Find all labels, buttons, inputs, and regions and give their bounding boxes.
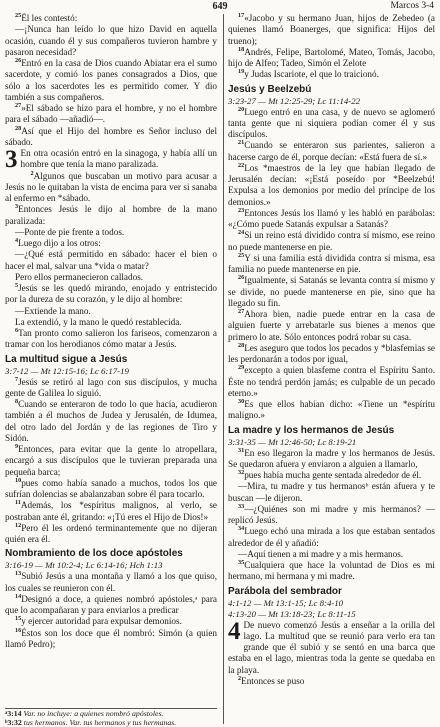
verse-text: Entonces Jesús le dijo al hombre de la mano paralizada:: [5, 204, 217, 226]
verse-text: Subió Jesús a una montaña y llamó a los que quiso, los cuales se reunieron con él.: [5, 571, 217, 593]
verse-number: 17: [238, 13, 245, 19]
verse-number: 32: [238, 468, 245, 476]
verse-number: 9: [15, 442, 19, 450]
verse-number: 31: [238, 446, 245, 454]
verse-number: 2: [30, 169, 34, 177]
verse-paragraph: [228, 399, 435, 422]
chapter-paragraph: [5, 148, 217, 171]
verse-text: Jesús se les quedó mirando, enojado y entristecido por la dureza de su corazón, y le dijo al hombre:: [5, 283, 217, 305]
verse-text: Entró en la casa de Dios cuando Abiatar era el sumo sacerdote, y comió los panes consagrados a Dios, que sólo a los sacerdotes les es permitido comer. Y dio también a sus compañeros.: [5, 58, 217, 102]
verse-number: 11: [15, 499, 21, 507]
verse-paragraph: [5, 500, 217, 523]
verse-paragraph: [228, 470, 435, 481]
verse-paragraph: [5, 377, 217, 400]
verse-paragraph: [228, 230, 435, 253]
verse-number: 18: [238, 45, 245, 53]
verse-text: —¡Nunca han leído lo que hizo David en aquella ocasión, cuando él y sus compañeros tuvieron hambre y pasaron necesidad?: [5, 24, 217, 57]
verse-text: Luego entró en una casa, y de nuevo se aglomeró tanta gente que ni siquiera podían comer él y sus discípulos.: [228, 106, 435, 139]
verse-number: 34: [238, 525, 245, 533]
left-column: [5, 13, 217, 709]
verse-text: Ahora bien, nadie puede entrar en la casa de alguien fuerte y arrebatarle sus bienes a menos que primero lo ate. Sólo entonces podrá robar su casa.: [228, 309, 435, 342]
cross-reference: 3:23-27 — Mt 12:25-29; Lc 11:14-22: [228, 95, 361, 106]
verse-paragraph: [5, 58, 217, 103]
verse-text: excepto a quien blasfeme contra el Espíritu Santo. Éste no tendrá perdón jamás; es culpable de un pecado eterno.»: [228, 365, 435, 398]
chapter-number: 3: [5, 146, 18, 173]
verse-text: Andrés, Felipe, Bartolomé, Mateo, Tomás, Jacobo, hijo de Alfeo; Tadeo, Simón el Zelote: [228, 46, 435, 68]
verse-text: En otra ocasión entró en la sinagoga, y había allí un hombre que tenía la mano paralizada.: [20, 148, 217, 170]
verse-number: 27: [238, 307, 245, 315]
section-heading: Nombramiento de los doce apóstoles: [5, 548, 183, 560]
footnote-text: Var. no incluye: a quienes nombró apóstoles.: [23, 709, 164, 718]
verse-paragraph: [5, 126, 217, 149]
verse-text: Así que el Hijo del hombre es Señor incluso del sábado.: [5, 125, 217, 147]
verse-text: Pero ellos permanecieron callados.: [15, 271, 144, 282]
verse-number: 13: [15, 570, 22, 578]
verse-text: Entonces se puso: [241, 675, 305, 686]
verse-paragraph: [228, 107, 435, 141]
verse-number: 22: [238, 161, 245, 169]
verse-paragraph: [5, 628, 217, 651]
verse-number: 4: [15, 236, 19, 244]
verse-text: Jesús se retiró al lago con sus discípulos, y mucha gente de Galilea lo siguió.: [5, 376, 217, 398]
verse-text: De nuevo comenzó Jesús a enseñar a la orilla del lago. La multitud que se reunió para verlo era tan grande que él subió y se sentó en una barca que estaba en el lago, mientras toda la gente se quedaba en la playa.: [228, 619, 435, 675]
verse-number: 20: [238, 105, 245, 113]
verse-paragraph: [5, 272, 217, 283]
verse-number: 29: [238, 364, 245, 372]
section-heading: Jesús y Beelzebú: [228, 83, 312, 95]
verse-text: Pero él les ordenó terminantemente que no dijeran quién era él.: [5, 522, 217, 544]
footnotes: [5, 708, 217, 727]
right-column: [228, 13, 435, 725]
verse-number: 6: [15, 326, 19, 334]
verse-paragraph: [228, 560, 435, 583]
verse-number: 26: [15, 56, 22, 64]
chapter-number: 4: [228, 617, 241, 645]
verse-number: 28: [238, 341, 245, 349]
verse-text: Es que ellos habían dicho: «Tiene un *espíritu maligno.»: [228, 399, 435, 421]
verse-paragraph: [5, 238, 217, 249]
verse-paragraph: [5, 571, 217, 594]
verse-paragraph: [228, 676, 435, 687]
verse-paragraph: [228, 343, 435, 366]
verse-number: 8: [15, 397, 19, 405]
verse-text: Además, los *espíritus malignos, al verlo, se postraban ante él, gritando: «¡Tú eres el Hijo de Dios!»: [5, 500, 217, 522]
verse-number: 33: [238, 502, 245, 510]
verse-text: En eso llegaron la madre y los hermanos de Jesús. Se quedaron afuera y enviaron a alguien a llamarlo,: [228, 447, 435, 469]
verse-text: Cualquiera que hace la voluntad de Dios es mi hermano, mi hermana y mi madre.: [228, 560, 435, 582]
footnote-text: tus hermanos. Var. tus hermanos y tus hermanas.: [23, 717, 177, 727]
verse-number: 25: [238, 251, 245, 259]
verse-paragraph: [5, 478, 217, 501]
cross-reference: 3:7-12 — Mt 12:15-16; Lc 6:17-19: [5, 365, 129, 376]
verse-text: Él les contestó:: [21, 13, 78, 23]
verse-number: 19: [238, 68, 245, 76]
verse-number: 3: [15, 203, 19, 211]
verse-number: 21: [238, 139, 245, 147]
verse-text: —Mira, tu madre y tus hermanosᵇ están afuera y te buscan —le dijeron.: [228, 481, 435, 503]
verse-paragraph: [228, 13, 435, 47]
verse-paragraph: [5, 283, 217, 306]
cross-reference: 4:1-12 — Mt 13:1-15; Lc 8:4-10: [228, 597, 344, 608]
verse-text: —¿Qué está permitido en sábado: hacer el bien o hacer el mal, salvar una *vida o matar?: [5, 249, 217, 271]
cross-reference: 3:16-19 — Mt 10:2-4; Lc 6:14-16; Hch 1:13: [5, 560, 163, 571]
verse-text: Cuando se enteraron sus parientes, salieron a hacerse cargo de él, porque decían: «Está fuera de sí.»: [228, 140, 435, 162]
verse-paragraph: [5, 523, 217, 546]
verse-paragraph: [228, 526, 435, 549]
verse-paragraph: [5, 24, 217, 58]
verse-paragraph: [5, 616, 217, 627]
verse-number: 35: [238, 558, 245, 566]
verse-paragraph: [5, 594, 217, 617]
cross-reference: 4:13-20 — Mt 13:18-23; Lc 8:11-15: [228, 608, 356, 619]
verse-text: —Ponte de pie frente a todos.: [15, 226, 125, 237]
verse-paragraph: [228, 69, 435, 80]
verse-paragraph: [5, 204, 217, 227]
verse-number: 15: [15, 615, 22, 623]
verse-text: Si un reino está dividido contra sí mismo, ese reino no puede mantenerse en pie.: [228, 230, 435, 252]
verse-number: 27: [15, 101, 22, 109]
verse-text: Designó a doce, a quienes nombró apóstoles,ᵃ para que lo acompañaran y para enviarlos a predicar: [5, 593, 217, 615]
verse-paragraph: [5, 227, 217, 238]
verse-number: 7: [15, 375, 19, 383]
verse-text: Los *maestros de la ley que habían llegado de Jerusalén decían: «¡Está poseído por *Beelzebú! Expulsa a los demonios por medio del príncipe de los demonios.»: [228, 162, 435, 207]
verse-text: y Judas Iscariote, el que lo traicionó.: [244, 69, 379, 80]
verse-paragraph: [5, 317, 217, 328]
verse-paragraph: [5, 444, 217, 478]
verse-text: Les aseguro que todos los pecados y *blasfemias se les perdonarán a todos por igual,: [228, 342, 435, 364]
verse-text: Entonces, para evitar que la gente lo atropellara, encargó a sus discípulos que le tuvieran preparada una pequeña barca;: [5, 444, 217, 477]
verse-paragraph: [5, 103, 217, 126]
chapter-paragraph: [228, 617, 435, 676]
verse-text: Y si una familia está dividida contra sí misma, esa familia no puede mantenerse en pie.: [228, 252, 435, 274]
verse-paragraph: [228, 448, 435, 471]
verse-text: Entonces Jesús los llamó y les habló en parábolas: «¿Cómo puede Satanás expulsar a Satanás?: [228, 207, 435, 229]
verse-number: 26: [238, 274, 245, 282]
section-heading: La multitud sigue a Jesús: [5, 353, 128, 365]
verse-text: »El sábado se hizo para el hombre, y no el hombre para el sábado —añadió—.: [5, 103, 217, 125]
verse-text: Luego dijo a los otros:: [18, 238, 101, 248]
verse-paragraph: [228, 163, 435, 208]
verse-text: —Aquí tienen a mi madre y a mis hermanos.: [238, 548, 404, 559]
footnote-ref: ᵇ3:32: [5, 717, 24, 727]
verse-number: 5: [15, 281, 19, 289]
verse-text: Tan pronto como salieron los fariseos, comenzaron a tramar con los herodianos cómo matar a Jesús.: [5, 328, 217, 350]
verse-text: Algunos que buscaban un motivo para acusar a Jesús no le quitaban la vista de encima para ver si sanaba al enfermo en *sábado.: [5, 170, 217, 203]
cross-reference: 3:31-35 — Mt 12:46-50; Lc 8:19-21: [228, 436, 357, 447]
verse-text: pues como había sanado a muchos, todos los que sufrían dolencias se abalanzaban sobre él para tocarlo.: [5, 477, 217, 499]
footnote: [5, 719, 217, 727]
verse-number: 10: [15, 476, 22, 484]
verse-text: pues había mucha gente sentada alrededor de él.: [244, 470, 422, 480]
verse-paragraph: [228, 365, 435, 399]
verse-text: La extendió, y la mano le quedó restablecida.: [15, 316, 182, 327]
running-head: Marcos 3-4: [390, 1, 434, 11]
verse-text: Éstos son los doce que él nombró: Simón (a quien llamó Pedro);: [5, 627, 217, 649]
verse-number: 23: [238, 206, 245, 214]
verse-paragraph: [5, 13, 217, 24]
verse-paragraph: [228, 549, 435, 560]
verse-text: Luego echó una mirada a los que estaban sentados alrededor de él y añadió:: [228, 526, 435, 548]
section-heading: Parábola del sembrador: [228, 585, 342, 597]
verse-paragraph: [5, 399, 217, 444]
verse-paragraph: [5, 171, 217, 205]
verse-paragraph: [5, 328, 217, 351]
verse-paragraph: [228, 504, 435, 527]
verse-number: 12: [15, 521, 22, 529]
verse-number: 14: [15, 592, 22, 600]
verse-text: —Extiende la mano.: [15, 305, 91, 316]
verse-paragraph: [228, 47, 435, 70]
verse-paragraph: [228, 275, 435, 309]
verse-number: 16: [15, 626, 22, 634]
footnote-ref: ᵃ3:14: [5, 709, 24, 718]
verse-paragraph: [228, 481, 435, 504]
verse-text: «Jacobo y su hermano Juan, hijos de Zebedeo (a quienes llamó Boanerges, que significa: Hijos del trueno);: [228, 13, 435, 46]
verse-paragraph: [228, 309, 435, 343]
verse-number: 30: [238, 397, 245, 405]
verse-number: 24: [238, 229, 245, 237]
verse-number: 25: [15, 13, 22, 19]
page-number: 649: [212, 1, 228, 12]
verse-paragraph: [228, 253, 435, 276]
verse-paragraph: [5, 249, 217, 272]
verse-text: Cuando se enteraron de todo lo que hacía, acudieron también a él muchos de Judea y Jerusalén, de Idumea, del otro lado del Jordán y de las regiones de Tiro y Sidón.: [5, 399, 217, 443]
verse-text: Igualmente, si Satanás se levanta contra sí mismo y se divide, no puede mantenerse en pie, sino que ha llegado su fin.: [228, 275, 435, 308]
page-header: [0, 0, 440, 14]
verse-paragraph: [228, 140, 435, 163]
verse-number: 28: [15, 124, 22, 132]
verse-number: 2: [238, 674, 242, 682]
column-divider: [223, 14, 224, 724]
verse-paragraph: [228, 208, 435, 231]
verse-paragraph: [5, 306, 217, 317]
verse-text: —¿Quiénes son mi madre y mis hermanos? —replicó Jesús.: [228, 503, 435, 525]
verse-text: y ejercer autoridad para expulsar demonios.: [21, 616, 182, 627]
section-heading: La madre y los hermanos de Jesús: [228, 424, 395, 436]
